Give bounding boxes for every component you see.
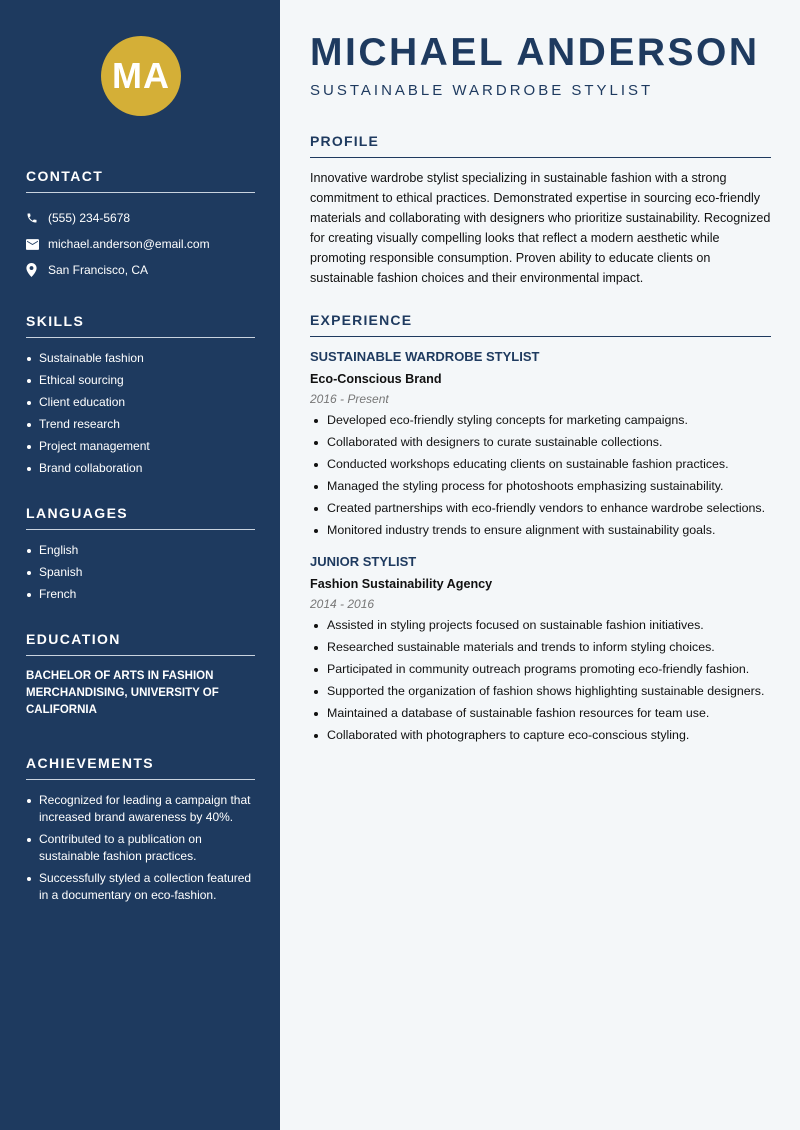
- email-icon: [26, 239, 48, 250]
- contact-email: [26, 231, 255, 257]
- contact-location: [26, 257, 255, 283]
- contact-section: [26, 168, 255, 283]
- job-company: Fashion Sustainability Agency: [310, 576, 493, 591]
- job-bullet: Researched sustainable materials and trends to inform styling choices.: [310, 639, 771, 657]
- language-item: French: [26, 586, 255, 603]
- job-bullet: Collaborated with photographers to capture eco-conscious styling.: [310, 727, 771, 745]
- job-dates: 2014 - 2016: [310, 596, 375, 611]
- contact-phone: [26, 205, 255, 231]
- experience-section: [310, 312, 771, 744]
- profile-heading: PROFILE: [310, 133, 771, 158]
- phone-text: (555) 234-5678: [48, 211, 131, 225]
- skills-section: [26, 313, 255, 477]
- job-company: Eco-Conscious Brand: [310, 372, 442, 386]
- achievements-heading: ACHIEVEMENTS: [26, 755, 255, 780]
- candidate-title: SUSTAINABLE WARDROBE STYLIST: [310, 82, 654, 99]
- languages-section: [26, 505, 255, 603]
- job-entry: [310, 349, 771, 540]
- language-item: English: [26, 542, 255, 559]
- skill-item: Project management: [26, 438, 255, 455]
- job-title: JUNIOR STYLIST: [310, 553, 417, 569]
- job-dates: 2016 - Present: [310, 392, 389, 406]
- sidebar: [0, 0, 280, 1130]
- job-bullet: Supported the organization of fashion shows highlighting sustainable designers.: [310, 683, 771, 701]
- job-bullet: Created partnerships with eco-friendly vendors to enhance wardrobe selections.: [310, 500, 771, 518]
- education-heading: EDUCATION: [26, 631, 255, 656]
- languages-list: [26, 542, 255, 603]
- profile-section: [310, 133, 771, 288]
- job-bullet: Maintained a database of sustainable fashion resources for team use.: [310, 705, 771, 723]
- job-bullets: [310, 412, 771, 540]
- achievements-list: [26, 792, 255, 904]
- job-bullet: Developed eco-friendly styling concepts for marketing campaigns.: [310, 412, 771, 430]
- job-bullet: Assisted in styling projects focused on sustainable fashion initiatives.: [310, 617, 771, 635]
- job-bullet: Collaborated with designers to curate sustainable collections.: [310, 434, 771, 452]
- job-bullet: Monitored industry trends to ensure alignment with sustainability goals.: [310, 522, 771, 540]
- email-text: michael.anderson@email.com: [48, 237, 210, 251]
- skill-item: Trend research: [26, 416, 255, 433]
- experience-heading: EXPERIENCE: [310, 312, 771, 337]
- achievement-item: Recognized for leading a campaign that increased brand awareness by 40%.: [26, 792, 255, 826]
- education-section: [26, 631, 255, 719]
- contact-heading: CONTACT: [26, 168, 255, 193]
- skill-item: Brand collaboration: [26, 460, 255, 477]
- candidate-name: MICHAEL ANDERSON: [310, 31, 760, 74]
- location-text: San Francisco, CA: [48, 263, 149, 277]
- language-item: Spanish: [26, 564, 255, 581]
- profile-text: Innovative wardrobe stylist specializing in sustainable fashion with a strong commitment to ethical practices. Demonstrated expertise in sourcing eco-friendly materials and collaborating with designers who prioritize sustainability. Recognized for creating visually compelling looks that reflect a modern aesthetic while promoting responsible consumption. Proven ability to educate clients on sustainable fashion choices and their environmental impact.: [310, 171, 771, 285]
- skills-list: [26, 350, 255, 477]
- phone-icon: [26, 212, 48, 224]
- main-content: [280, 0, 800, 1130]
- skill-item: Client education: [26, 394, 255, 411]
- location-pin-icon: [26, 263, 48, 277]
- job-bullet: Participated in community outreach programs promoting eco-friendly fashion.: [310, 661, 771, 679]
- skill-item: Ethical sourcing: [26, 372, 255, 389]
- languages-heading: LANGUAGES: [26, 505, 255, 530]
- achievements-section: [26, 755, 255, 904]
- education-degree: BACHELOR OF ARTS IN FASHION MERCHANDISING, UNIVERSITY OF CALIFORNIA: [26, 670, 219, 716]
- avatar: MA: [101, 36, 181, 116]
- skills-heading: SKILLS: [26, 313, 255, 338]
- job-bullet: Managed the styling process for photoshoots emphasizing sustainability.: [310, 478, 771, 496]
- skill-item: Sustainable fashion: [26, 350, 255, 367]
- achievement-item: Successfully styled a collection featured in a documentary on eco-fashion.: [26, 870, 255, 904]
- job-title: SUSTAINABLE WARDROBE STYLIST: [310, 349, 540, 364]
- job-bullets: [310, 617, 771, 745]
- job-bullet: Conducted workshops educating clients on sustainable fashion practices.: [310, 456, 771, 474]
- job-entry: [310, 554, 771, 745]
- achievement-item: Contributed to a publication on sustainable fashion practices.: [26, 831, 255, 865]
